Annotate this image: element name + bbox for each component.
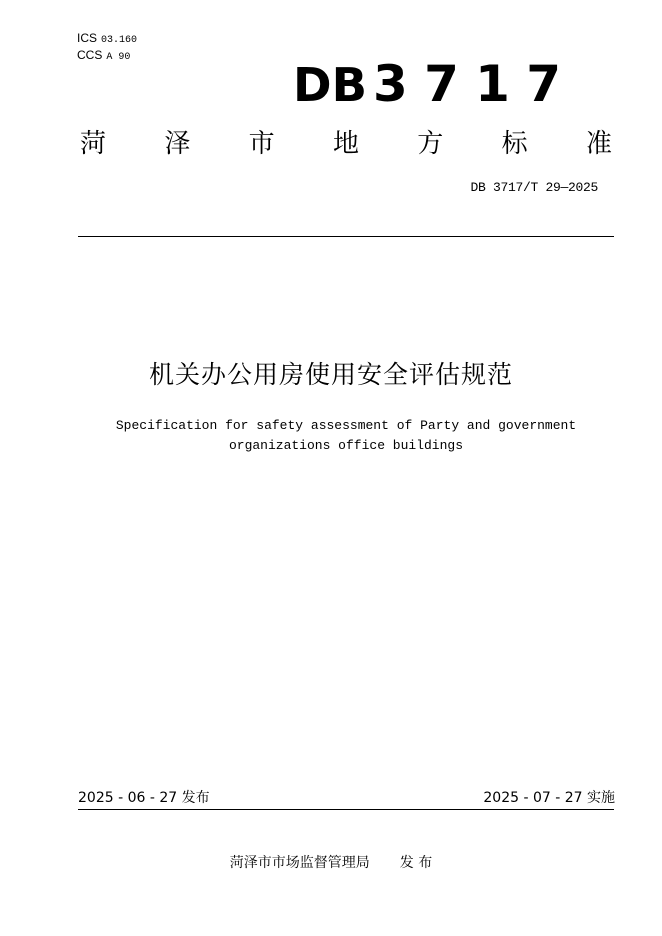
header-divider [78,236,614,237]
standard-type-char: 标 [501,129,528,159]
publisher-line [0,853,662,873]
english-title [80,416,612,456]
english-title-line-2: organizations office buildings [228,438,464,453]
ccs-label: CCS [77,48,103,62]
db-logo-prefix: DB [293,58,367,106]
ccs-code [77,48,130,65]
standard-type-char: 泽 [164,129,191,159]
publisher-action: 发 布 [399,855,433,871]
db-logo-number: 3717 [373,56,561,106]
standard-type-char: 市 [248,129,275,159]
ics-label: ICS [77,31,98,45]
standard-number: DB 3717/T 29—2025 [470,180,598,195]
issue-date: 2025 - 06 - 27 发布 [78,790,210,806]
standard-type-char: 准 [585,129,612,159]
db-standard-logo [293,56,563,106]
implementation-date: 2025 - 07 - 27 实施 [483,790,615,806]
standard-type-char: 方 [417,129,444,159]
footer-divider [78,809,614,810]
ics-code [77,31,137,48]
standard-type-title [78,128,614,160]
ics-value: 03.160 [101,35,138,46]
document-title: 机关办公用房使用安全评估规范 [148,360,513,389]
publisher-name: 菏泽市市场监督管理局 [229,855,370,871]
standard-type-char: 地 [332,129,359,159]
english-title-line-1: Specification for safety assessment of Party and government [115,418,577,433]
standard-type-char: 菏 [79,129,106,159]
ccs-value: A 90 [106,52,131,63]
